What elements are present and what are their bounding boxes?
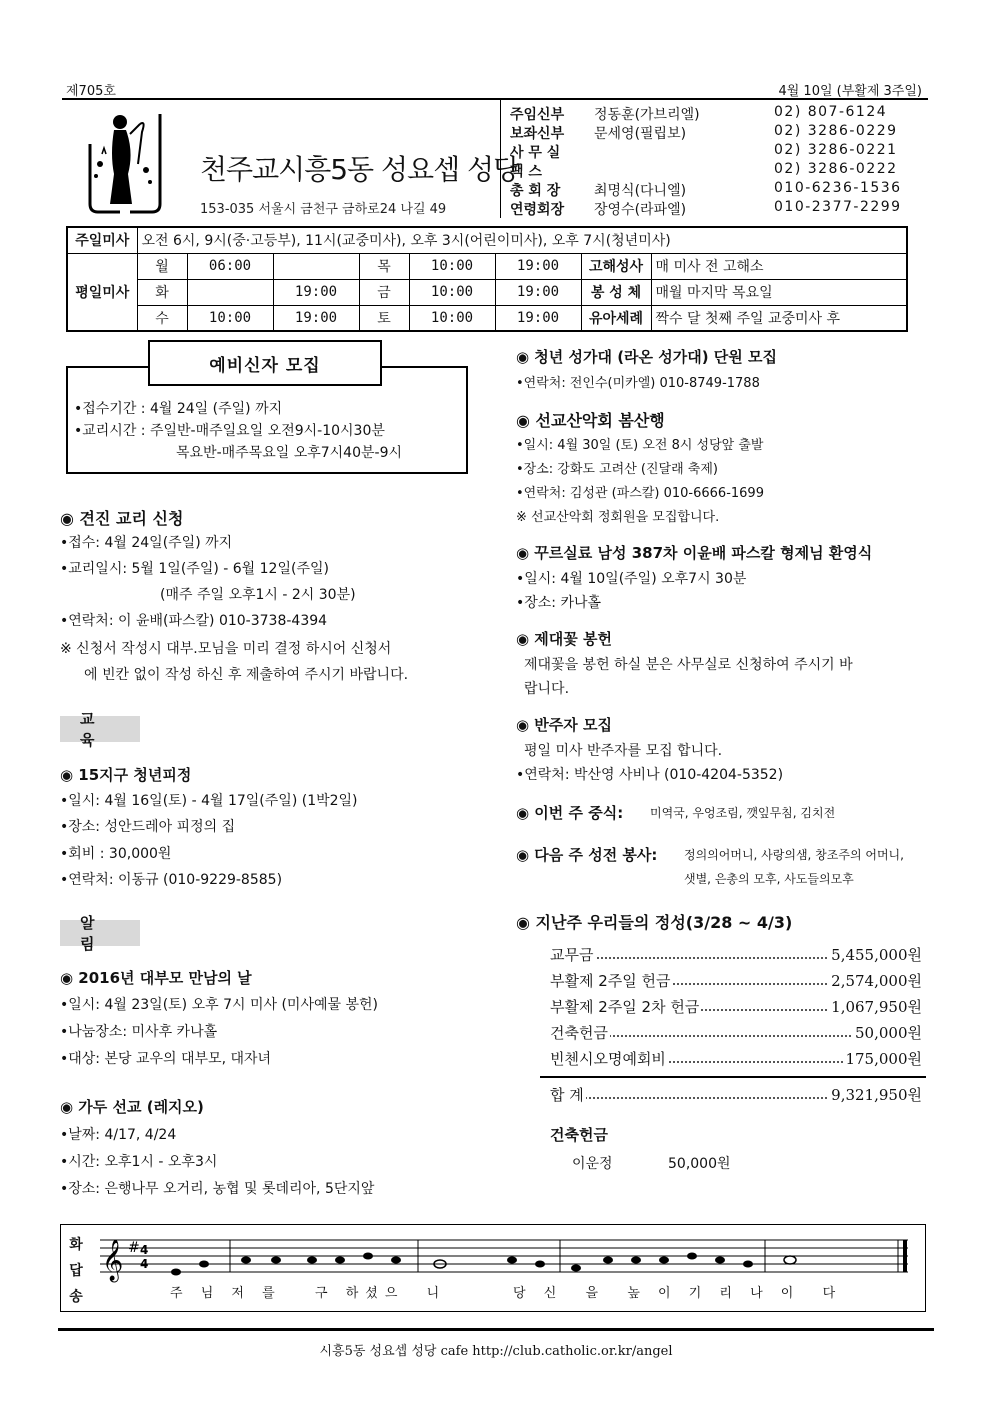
offering-row [550, 970, 922, 992]
sacrament-label: 유아세례 [581, 305, 651, 331]
catechumen-title: 예비신자 모집 [148, 340, 382, 386]
footer: 시흥5동 성요셉 성당 cafe http://club.catholic.or.kr/angel [319, 1344, 673, 1359]
offering-row [550, 1022, 922, 1044]
catechumen-line: 목요반-매주목요일 오후7시40분-9시 [176, 445, 402, 461]
psalm-side-char: 송 [69, 1289, 83, 1305]
altar-flower-line: 제대꽃을 봉헌 하실 분은 사무실로 신청하여 주시기 바 [524, 657, 853, 673]
offering-label: 교무금 [550, 946, 594, 964]
retreat-line: •연락처: 이동규 (010-9229-8585) [60, 872, 283, 888]
svg-text:𝄞: 𝄞 [102, 1240, 124, 1281]
issue-date: 4월 10일 (부활제 3주일) [778, 84, 922, 99]
weekday-day: 금 [359, 279, 409, 305]
hike-line: •일시: 4월 30일 (토) 오전 8시 성당앞 출발 [516, 438, 764, 453]
choir-title: ◉ 청년 성가대 (라온 성가대) 단원 모집 [516, 348, 777, 366]
weekday-day: 화 [137, 279, 187, 305]
street-mission-line: •시간: 오후1시 - 오후3시 [60, 1154, 218, 1170]
offering-label: 부활제 2주일 헌금 [550, 972, 671, 990]
weekday-pm: 19:00 [273, 279, 359, 305]
weekday-row [67, 305, 907, 331]
contact-role: 팩 스 [510, 164, 542, 180]
offering-label: 빈첸시오명예회비 [550, 1050, 666, 1068]
weekday-pm: 19:00 [495, 253, 581, 279]
building-fund-title: 건축헌금 [550, 1126, 608, 1144]
top-rule [62, 98, 928, 100]
contact-name: 정동훈(가브리엘) [594, 107, 700, 123]
sacrament-label: 봉 성 체 [581, 279, 651, 305]
retreat-line: •장소: 성안드레아 피정의 집 [60, 819, 236, 835]
building-fund-amount: 50,000원 [668, 1156, 731, 1172]
offering-label: 건축헌금 [550, 1024, 608, 1042]
street-mission-title: ◉ 가두 선교 (레지오) [60, 1098, 204, 1116]
street-mission-line: •날짜: 4/17, 4/24 [60, 1127, 177, 1143]
godparent-title: ◉ 2016년 대부모 만남의 날 [60, 969, 252, 987]
offering-amount: 5,455,000원 [831, 946, 922, 964]
weekday-pm: 19:00 [273, 305, 359, 331]
sacrament-value: 짝수 달 첫째 주일 교중미사 후 [651, 305, 907, 331]
godparent-line: •나눔장소: 미사후 카나홀 [60, 1024, 218, 1040]
choir-line: •연락처: 전인수(미카엘) 010-8749-1788 [516, 376, 760, 391]
contact-role: 총 회 장 [510, 183, 561, 199]
weekday-day: 월 [137, 253, 187, 279]
offering-row [550, 944, 922, 966]
contact-phone: 02) 3286-0229 [774, 123, 898, 139]
psalm-lyrics: 주 님 저 를 구 하셨으 니 당 신 을 높 이 기 리 나 이 다 [170, 1286, 843, 1301]
issue-number: 제705호 [66, 84, 116, 99]
contact-name: 최명식(다니엘) [594, 183, 687, 199]
altar-flower-line: 랍니다. [524, 681, 570, 697]
sunday-label: 주일미사 [67, 227, 137, 253]
offering-amount: 2,574,000원 [831, 972, 922, 990]
confirmation-note: 에 빈칸 없이 작성 하신 후 제출하여 주시기 바랍니다. [84, 667, 409, 683]
church-address: 153-035 서울시 금천구 금하로24 나길 49 [200, 202, 447, 217]
bottom-rule [58, 1328, 934, 1331]
weekday-row [67, 279, 907, 305]
weekday-row [67, 253, 907, 279]
retreat-title: ◉ 15지구 청년피정 [60, 766, 192, 784]
mass-schedule-table [66, 226, 908, 332]
retreat-line: •일시: 4월 16일(토) - 4월 17일(주일) (1박2일) [60, 793, 358, 809]
altar-flower-title: ◉ 제대꽃 봉헌 [516, 630, 612, 648]
weekday-am: 10:00 [409, 279, 495, 305]
sunday-row [67, 227, 907, 253]
contact-phone: 02) 807-6124 [774, 104, 888, 120]
sacrament-value: 매 미사 전 고해소 [651, 253, 907, 279]
lunch-title: ◉ 이번 주 중식: [516, 804, 624, 822]
weekday-am: 10:00 [409, 253, 495, 279]
sunday-times: 오전 6시, 9시(중·고등부), 11시(교중미사), 오후 3시(어린이미사), 오후 7시(청년미사) [137, 227, 907, 253]
svg-text:4: 4 [140, 1243, 149, 1257]
building-fund-donor: 이운정 [572, 1156, 613, 1172]
weekday-pm: 19:00 [495, 279, 581, 305]
catechumen-line: •교리시간 : 주일반-매주일요일 오전9시-10시30분 [74, 423, 385, 439]
weekday-pm [273, 253, 359, 279]
contact-role: 주임신부 [510, 107, 565, 123]
psalm-staff-icon [100, 1232, 912, 1288]
weekday-day: 수 [137, 305, 187, 331]
psalm-side-label [66, 1232, 86, 1310]
organist-line: 평일 미사 반주자를 모집 합니다. [524, 743, 723, 759]
cleaning-groups: 샛별, 은총의 모후, 사도들의모후 [684, 872, 854, 886]
church-name: 천주교시흥5동 성요셉 성당 [200, 153, 520, 186]
offering-amount: 175,000원 [845, 1050, 922, 1068]
notice-tag: 알림 [60, 920, 140, 946]
svg-text:4: 4 [140, 1257, 149, 1271]
cleaning-groups: 정의의어머니, 사랑의샘, 창조주의 어머니, [684, 848, 904, 862]
lunch-menu: 미역국, 우엉조림, 깻잎무침, 김치전 [650, 806, 836, 820]
confirmation-line: (매주 주일 오후1시 - 2시 30분) [160, 587, 356, 603]
education-tag: 교육 [60, 716, 140, 742]
contact-role: 사 무 실 [510, 145, 561, 161]
contact-phone: 010-6236-1536 [774, 180, 902, 196]
offering-total [550, 1084, 922, 1106]
cursillo-line: •일시: 4월 10일(주일) 오후7시 30분 [516, 571, 747, 587]
offering-total-label: 합 계 [550, 1086, 584, 1104]
weekday-am: 10:00 [409, 305, 495, 331]
contact-name: 장영수(라파엘) [594, 202, 687, 218]
retreat-line: •회비 : 30,000원 [60, 846, 172, 862]
cleaning-title: ◉ 다음 주 성전 봉사: [516, 846, 658, 864]
offering-total-rule [540, 1076, 926, 1078]
contact-role: 보좌신부 [510, 126, 565, 142]
cursillo-title: ◉ 꾸르실료 남성 387차 이윤배 파스칼 형제님 환영식 [516, 544, 873, 562]
weekday-am [187, 279, 273, 305]
svg-text:#: # [128, 1240, 140, 1256]
confirmation-line: •교리일시: 5월 1일(주일) - 6월 12일(주일) [60, 561, 329, 577]
hike-note: ※ 선교산악회 정회원을 모집합니다. [516, 510, 720, 525]
offering-title: ◉ 지난주 우리들의 정성(3/28 ~ 4/3) [516, 913, 793, 932]
confirmation-note: ※ 신청서 작성시 대부.모님을 미리 결정 하시어 신청서 [60, 641, 392, 657]
offering-amount: 1,067,950원 [831, 998, 922, 1016]
hike-line: •장소: 강화도 고려산 (진달래 축제) [516, 462, 718, 477]
catechumen-line: •접수기간 : 4월 24일 (주일) 까지 [74, 401, 283, 417]
st-joseph-logo-icon [80, 104, 170, 216]
hike-line: •연락처: 김성관 (파스칼) 010-6666-1699 [516, 486, 764, 501]
confirmation-line: •연락처: 이 윤배(파스칼) 010-3738-4394 [60, 613, 328, 629]
contact-phone: 02) 3286-0222 [774, 161, 898, 177]
psalm-side-char: 화 [69, 1237, 83, 1253]
contact-separator [500, 100, 501, 218]
street-mission-line: •장소: 은행나무 오거리, 농협 및 롯데리아, 5단지앞 [60, 1181, 375, 1197]
contact-phone: 010-2377-2299 [774, 199, 902, 215]
confirmation-line: •접수: 4월 24일(주일) 까지 [60, 535, 233, 551]
cursillo-line: •장소: 카나홀 [516, 595, 602, 611]
godparent-line: •일시: 4월 23일(토) 오후 7시 미사 (미사예물 봉헌) [60, 997, 378, 1013]
weekday-am: 10:00 [187, 305, 273, 331]
organist-title: ◉ 반주자 모집 [516, 716, 612, 734]
offering-total-amount: 9,321,950원 [831, 1086, 922, 1104]
hike-title: ◉ 선교산악회 봄산행 [516, 411, 665, 430]
weekday-day: 토 [359, 305, 409, 331]
offering-row [550, 1048, 922, 1070]
confirmation-title: ◉ 견진 교리 신청 [60, 509, 184, 528]
offering-row [550, 996, 922, 1018]
weekday-label: 평일미사 [67, 253, 137, 331]
offering-label: 부활제 2주일 2차 헌금 [550, 998, 700, 1016]
weekday-day: 목 [359, 253, 409, 279]
godparent-line: •대상: 본당 교우의 대부모, 대자녀 [60, 1051, 272, 1067]
offering-amount: 50,000원 [855, 1024, 922, 1042]
sacrament-value: 매월 마지막 목요일 [651, 279, 907, 305]
contact-role: 연령회장 [510, 202, 565, 218]
psalm-side-char: 답 [69, 1263, 83, 1279]
contact-name: 문세영(필립보) [594, 126, 687, 142]
contact-phone: 02) 3286-0221 [774, 142, 898, 158]
organist-line: •연락처: 박산영 사비나 (010-4204-5352) [516, 767, 784, 783]
sacrament-label: 고해성사 [581, 253, 651, 279]
weekday-pm: 19:00 [495, 305, 581, 331]
weekday-am: 06:00 [187, 253, 273, 279]
